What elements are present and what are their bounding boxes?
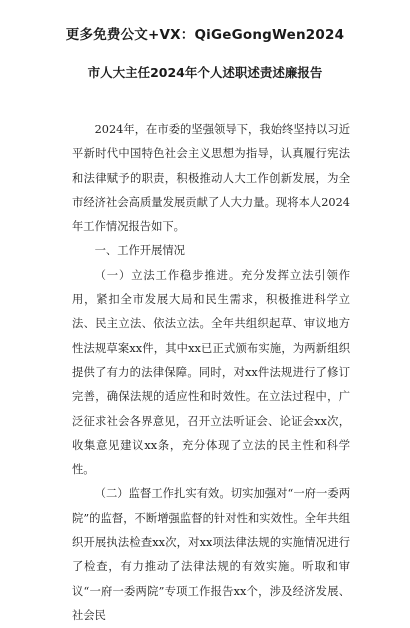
promo-banner: 更多免费公文+VX：QiGeGongWen2024: [65, 27, 345, 43]
section-heading: 一、工作开展情况: [94, 244, 185, 258]
document-body: [72, 118, 350, 628]
item-paragraph-legislation: （一）立法工作稳步推进。充分发挥立法引领作用，紧扣全市发展大局和民生需求，积极推进科学立法、民主立法、依法立法。全年共组织起草、审议地方性法规草案xx件，其中xx已正式颁布实施，为两新组织提供了有力的法律保障。同时，对xx件法规进行了修订完善，确保法规的适应性和时效性。在立法过程中，广泛征求社会各界意见，召开立法听证会、论证会xx次，收集意见建议xx条，充分体现了立法的民主性和科学性。: [72, 268, 350, 477]
document-title: 市人大主任2024年个人述职述责述廉报告: [87, 65, 323, 80]
item-paragraph-supervision: （二）监督工作扎实有效。切实加强对“一府一委两院”的监督，不断增强监督的针对性和实效性。全年共组织开展执法检查xx次，对xx项法律法规的实施情况进行了检查，有力推动了法律法规的有效实施。听取和审议“一府一委两院”专项工作报告xx个，涉及经济发展、社会民: [72, 487, 350, 622]
intro-paragraph: 2024年，在市委的坚强领导下，我始终坚持以习近平新时代中国特色社会主义思想为指导，认真履行宪法和法律赋予的职责，积极推动人大工作创新发展，为全市经济社会高质量发展贡献了人大力量。现将本人2024年工作情况报告如下。: [72, 123, 350, 234]
